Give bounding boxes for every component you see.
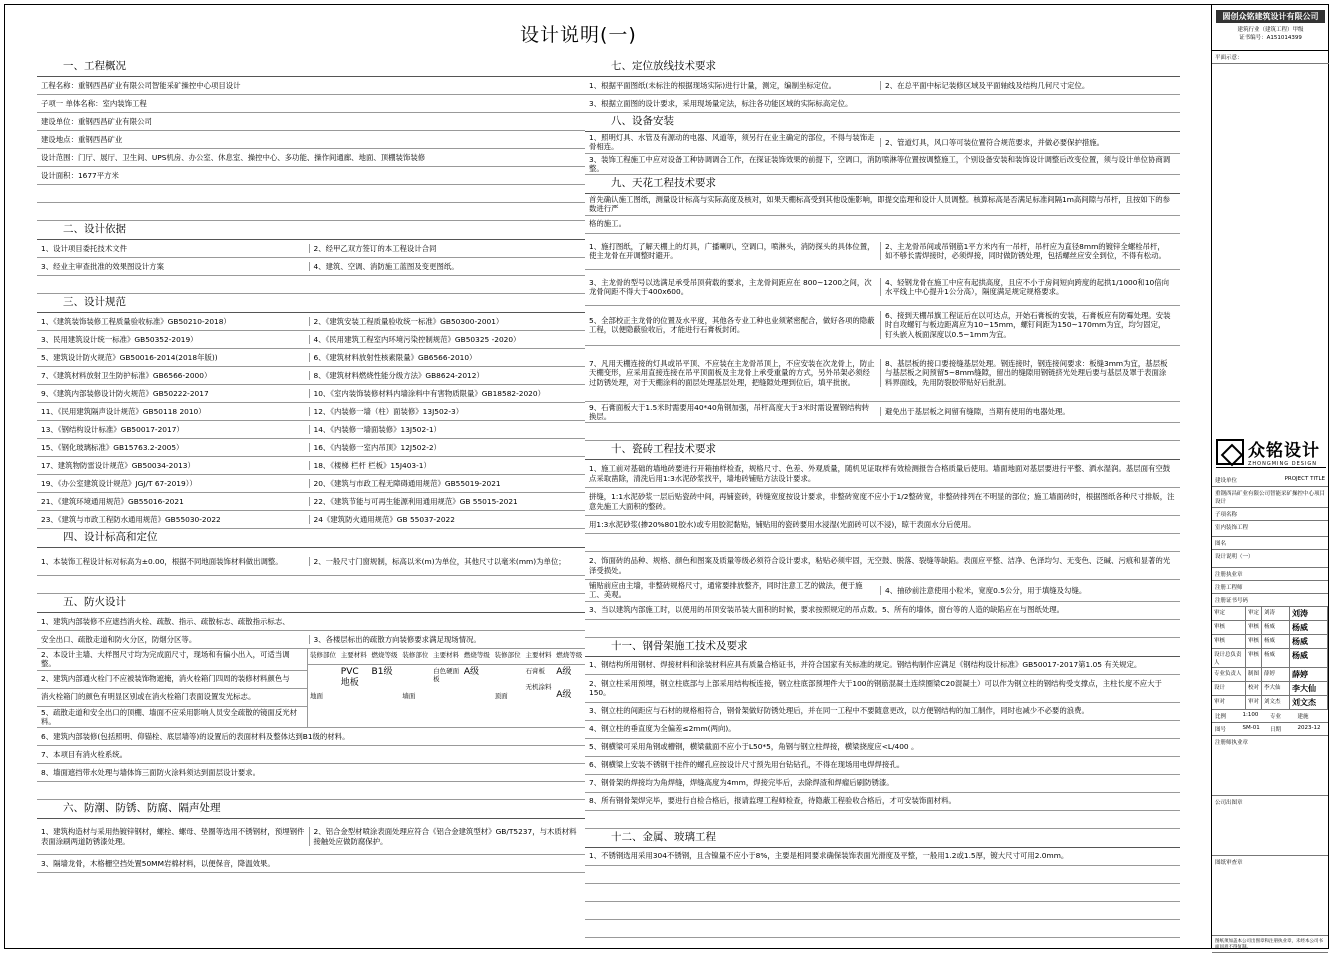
cell: 铺贴前应由主墙，非整砖规格尺寸，通常要排放整齐，同时注意工艺的做法，便于施工、美观。: [589, 581, 863, 600]
sig-name: 杨威: [1262, 621, 1290, 635]
cell: 石膏板: [525, 667, 545, 675]
cell: 22、《建筑节能与可再生能源利用通用规范》GB 55015-2021: [309, 497, 582, 506]
text-row: 3、当以建筑内部施工时，以使用的吊顶安装吊装大面积的时候，要求按照规定的吊点数。5、所有的墙体，窗台等的人造的缺陷应在与图纸处理。: [585, 602, 1180, 620]
table-header: 装修部位: [308, 649, 339, 665]
cell: 2、铝合金型材喷涂表面处理应符合《铝合金建筑型材》GB/T5237，与木质材料接触处应做防腐保护。: [309, 827, 582, 846]
signature: 杨威: [1290, 635, 1328, 649]
text-row: 建设单位：重钢西昌矿业有限公司: [37, 113, 585, 131]
blank-row: [37, 782, 585, 800]
text-row: [585, 234, 1180, 270]
section-title: 五、防火设计: [37, 594, 585, 613]
section-title: 二、设计依据: [37, 221, 585, 240]
text-row: 格的施工。: [585, 216, 1180, 234]
label: 建设单位: [1215, 478, 1238, 484]
cell: 2、管道灯具，风口等可装位置符合规范要求，并做必要保护措施。: [880, 138, 1176, 147]
stamp-row: [1212, 796, 1328, 856]
text-row: [37, 457, 585, 475]
sig-name: 刘涛: [1262, 607, 1290, 621]
text-row: [37, 331, 585, 349]
text-row: 3、隔墙龙骨，木格栅空挡处置50MM岩棉材料，以便保音，降温效果。: [37, 855, 585, 873]
cell: 5、建筑设计防火规范》GB50016-2014(2018年版)): [41, 352, 218, 362]
sig-role: 审核: [1212, 621, 1246, 635]
text-row: 子项一 单体名称：室内装饰工程: [37, 95, 585, 113]
sig-role: 设计总负责人: [1212, 649, 1246, 668]
cell: 16、《内装修一室内吊顶》12J502-2）: [309, 443, 582, 452]
cell: 9、石膏面板大于1.5米时需要用40*40角钢加强，吊杆高度大于3米时需设置钢结构转换层。: [589, 402, 870, 421]
text-row: 建设地点：重钢西昌矿业: [37, 131, 585, 149]
section-title: 十、瓷砖工程技术要求: [585, 441, 1180, 460]
section-title: 七、定位放线技术要求: [585, 58, 1180, 77]
section-title: 九、天花工程技术要求: [585, 175, 1180, 194]
drawing-no-row: [1212, 723, 1328, 736]
table-cell: 墙面: [402, 691, 416, 700]
cell: 1、本装饰工程设计标对标高为±0.00，根据不同地面装饰材料做出调整。: [41, 556, 283, 566]
cell: 19、《办公室建筑设计规范》JGJ/T 67-2019））: [41, 478, 197, 488]
section-title: 一、工程概况: [37, 58, 585, 77]
cell: 21、《建筑环境通用规范》GB55016-2021: [41, 496, 184, 506]
table-header: 装修部位: [400, 649, 431, 665]
text-row: [37, 493, 585, 511]
blank-row: [585, 902, 1180, 920]
text-row: [37, 403, 585, 421]
cell: 4、轻钢龙骨在施工中应有起拱高度，且应不小于房间短向跨度的起拱1/1000和10倍向水平线上中心提升1公分高），隔度满足规定规格要求。: [880, 278, 1176, 297]
cell: 1、照明灯具、水管及有源动的电器、风道等，须另行在业主确定的部位，不得与装饰走骨相连。: [589, 133, 875, 152]
signature-grid: [1212, 607, 1328, 710]
cell: 10、《室内装饰装修材料内墙涂料中有害物质限量》GB18582-2020）: [309, 389, 582, 398]
label: 图号: [1215, 727, 1227, 733]
cell: 18、《楼梯 栏杆 栏板》15J403-1）: [309, 461, 582, 470]
text-row: 2、饰面砖的品种、规格、颜色和图案及质量等级必须符合设计要求，粘贴必须牢固，无空鼓、脱落、裂缝等缺陷。表面应平整、洁净、色泽均匀、无变色、泛碱、污痕和显著的光泽受损处。: [585, 552, 1180, 580]
cell: 20、《建筑与市政工程无障碍通用规范》GB55019-2021: [309, 479, 582, 488]
blank-row: [585, 534, 1180, 552]
text-row: 设计范围：门厅、展厅、卫生间、UPS机房、办公室、休息室、操控中心、多功能、操作间通廊、地面、顶棚装饰装修: [37, 149, 585, 167]
fire-rating-table: [307, 649, 585, 727]
cell: 8、《建筑材料燃烧性能分级方法》GB8624-2012）: [309, 371, 582, 380]
cell: 安全出口、疏散走道和防火分区，防烟分区等。: [41, 634, 197, 644]
stamp-label: 注册师执业章: [1215, 740, 1249, 746]
drawing-name-label-row: [1212, 537, 1328, 550]
label: PROJECT TITLE: [1284, 476, 1325, 482]
sig-role: 审核: [1246, 635, 1262, 649]
text-row: 1、建筑内部装修不应遮挡消火栓、疏散、指示、疏散标志、疏散指示标志、: [37, 613, 585, 631]
text-row: 4、钢立柱的垂直度为全偏差≤2mm(两向)。: [585, 721, 1180, 739]
table-header: 装修部位: [493, 649, 524, 665]
text-row: [37, 548, 585, 576]
stamp-row: [1212, 736, 1328, 796]
left-column: [37, 58, 585, 873]
cell: 3、经业主审查批准的效果图设计方案: [41, 261, 164, 271]
scale: 1:100: [1242, 712, 1259, 718]
text-row: 2、建筑内部通火栓门不应被装饰物遮掩，消火栓箱门四周的装修材料颜色与: [37, 671, 307, 689]
client-row: [1212, 474, 1328, 487]
label: 子项名称: [1215, 512, 1238, 518]
text-row: 1、钢结构所用钢材、焊接材料和涂装材料应具有质量合格证书，并符合国家有关标准的规定。钢结构制作应满足《钢结构设计标准》GB50017-2017第1.05 有关规定。: [585, 657, 1180, 675]
table-header: 燃烧等级: [554, 649, 585, 665]
section-title: 六、防潮、防锈、防腐、隔声处理: [37, 800, 585, 819]
blank-row: [585, 423, 1180, 441]
blank-row: [585, 866, 1180, 884]
text-row: 8、所有钢骨架焊完毕，要进行自检合格后，报请监理工程师检查，待隐蔽工程验收合格后，才可安装饰面材料。: [585, 793, 1180, 811]
text-row: 5、钢横梁可采用角钢或槽钢，横梁截面不应小于L50*5，角钢与钢立柱焊接，横梁挠度应<L/400 。: [585, 739, 1180, 757]
label: 注册执业章: [1215, 572, 1243, 578]
stamp-label: 公司出图章: [1215, 800, 1243, 806]
reg-engineer-row: [1212, 581, 1328, 594]
signature: 李大仙: [1290, 682, 1328, 696]
table-cell: [554, 665, 585, 727]
sig-role: 审对: [1246, 696, 1262, 710]
sig-name: 李大仙: [1262, 682, 1290, 696]
qualification: 建筑行业（建筑工程）甲级: [1237, 27, 1304, 33]
text-row: [37, 511, 585, 529]
cell: 3、各楼层标出的疏散方向装修要求满足现场情况。: [309, 635, 582, 644]
text-row: [585, 402, 1180, 424]
sig-role: 审核: [1246, 621, 1262, 635]
blank-row: [585, 620, 1180, 638]
sig-name: 杨威: [1262, 649, 1290, 668]
cell: 3、民用建筑设计统一标准》GB50352-2019）: [41, 334, 198, 344]
text-row: 2、本设计主墙、大样图尺寸均为完成面尺寸，现场和有偏小出入，可适当调整。: [37, 649, 307, 671]
blank-row: [585, 811, 1180, 829]
cell: 2、主龙骨吊间或吊钢筋1平方米内有一吊杆，吊杆应为直径8mm的镀锌全螺栓吊杆，如不够长需焊接时，必须焊接，同时做防锈处理，包括螺丝应安全到位，不得有松动。: [880, 242, 1176, 261]
blank-row: [585, 884, 1180, 902]
text-row: [37, 313, 585, 331]
cell: 13、《钢结构设计标准》GB50017-2017）: [41, 424, 184, 434]
label: 比例: [1215, 714, 1227, 720]
stamp-row: [1212, 856, 1328, 936]
table-header: 主要材料: [431, 649, 462, 665]
signature: 杨威: [1290, 649, 1328, 668]
signature: 杨威: [1290, 621, 1328, 635]
text-row: [585, 77, 1180, 95]
label: 日期: [1270, 727, 1282, 733]
cell: 23、《建筑与市政工程防水通用规范》GB55030-2022: [41, 514, 221, 524]
cell: 7、凡用天棚连接的灯具或吊平顶、不应装在主龙骨吊顶上，不应安装在次龙骨上，防止天棚变形，应采用直接连接在吊平顶面板及主龙骨上承受重量的方式，另外吊架必须经过防锈处理，对于天棚涂料的面层处理基层处理，把缝隙处理到位后，填平批嵌。: [589, 359, 875, 387]
cell: 无机涂料: [525, 683, 552, 692]
date: 2023-12: [1297, 725, 1321, 731]
sub-item: 室内装饰工程: [1215, 525, 1249, 531]
blank-row: [37, 576, 585, 594]
text-row: 1、不锈钢选用采用304不锈钢，且含镍量不应小于8%，主要是相同要求确保装饰表面光滑度及平整，一般用1.2或1.5厚，镀大尺寸可用2.0mm。: [585, 848, 1180, 866]
sig-role: 审核: [1212, 635, 1246, 649]
drawing-no: SM-01: [1242, 725, 1260, 731]
project-name: 重钢西昌矿业有限公司智能采矿操控中心项目设计: [1215, 491, 1326, 505]
table-cell: 地面: [310, 691, 323, 700]
cell: 5、全部校正主龙骨的位置及水平度，其他各专业工种也业须紧密配合，做好各项的隐蔽工程，以便隐蔽验收后，才能进行石膏板封闭。: [589, 315, 875, 334]
cell: 2、经甲乙双方签订的本工程设计合同: [309, 244, 582, 253]
footer-note: [1212, 936, 1328, 953]
text-row: [585, 346, 1180, 402]
cell: 避免出于基层板之间留有缝隙，当期有使用的电器处理。: [880, 407, 1176, 416]
sig-role: 审定: [1212, 607, 1246, 621]
cell: 8、基层板的接口要接缝基层处理。钢连接时，钢连接间要求：板缝3mm为宜，基层板与基层板之间预留5~8mm缝隙，留出的缝隙用钢链挤光处理后要与基层及罩于表面涂料界面线，先用防裂胶带贴好后批刮。: [880, 359, 1176, 387]
cell: 4、建筑、空调、消防施工蓝图及变更图纸。: [309, 262, 582, 271]
text-row: 消火栓箱门的颜色有明显区别或在消火栓箱门表面设置发光标志。: [37, 689, 307, 707]
logo-mark-icon: [1216, 439, 1244, 465]
text-row: 8、墙面遮挡带水处理与墙体饰三面防火涂料须达到面层设计要求。: [37, 764, 585, 782]
cell: 15、《钢化玻璃标准》GB15763.2-2005）: [41, 442, 184, 452]
text-row: [585, 132, 1180, 154]
blank-row: [37, 276, 585, 294]
label: 专业: [1270, 714, 1282, 720]
text-row: [37, 421, 585, 439]
cell: 4、《民用建筑工程室内环境污染控制规范》GB50325 -2020）: [309, 335, 582, 344]
project-row: [1212, 487, 1328, 508]
cell: 2、在总平面中标记装修区域及平面轴线及结构几何尺寸定位。: [880, 81, 1176, 90]
table-cell: 顶面: [494, 691, 508, 700]
right-column: [585, 58, 1180, 938]
sub-item-row: [1212, 521, 1328, 537]
text-row: 拼缝，1:1水泥砂浆一层后贴瓷砖中间，再铺瓷砖，砖缝宽度按设计要求，非整砖宽度不应小于1/2整砖宽，非整砖排列在不明显的部位；施工墙面砖时，根据图纸各种尺寸排版，注意先施工大面积的整砖。: [585, 488, 1180, 516]
cell: 7、《建筑材料放射卫生防护标准》GB6566-2000）: [41, 370, 212, 380]
table-cell: PVC地板: [340, 667, 359, 689]
drawing-name-row: [1212, 550, 1328, 568]
cell: 2、一般尺寸门窗规制，标高以米(m)为单位，其他尺寸以毫米(mm)为单位；: [309, 557, 582, 566]
sig-role: 审核: [1246, 649, 1262, 668]
signature: 刘涛: [1290, 607, 1328, 621]
section-title: 十一、钢骨架施工技术及要求: [585, 638, 1180, 657]
cell: 1、《建筑装饰装修工程质量验收标准》GB50210-2018）: [41, 316, 231, 326]
table-cell: B1级: [371, 667, 393, 677]
logo-text: 众铭设计: [1248, 441, 1320, 461]
text-row: 1、施工前对基础的墙地砖要进行开箱抽样检查，规格尺寸、色差、外观质量，随机见证取样有效检测报告合格质量后使用。墙面地面对基层要进行平整、洒水湿润。基层面有空鼓点采取凿除，清洗后用1:3水泥砂浆找平，墙地砖铺贴方法设计要求。: [585, 460, 1180, 488]
sig-role: 制图: [1246, 668, 1262, 682]
cert-no: 证书编号：A151014399: [1239, 35, 1302, 41]
table-header: 主要材料: [523, 649, 554, 665]
label: 平面示意：: [1215, 55, 1243, 61]
sig-role: 审定: [1246, 607, 1262, 621]
discipline: 建施: [1297, 714, 1309, 720]
title-block: [1211, 4, 1329, 949]
label: 图名: [1215, 541, 1227, 547]
sig-name: 薛婷: [1262, 668, 1290, 682]
plan-label: [1212, 51, 1329, 64]
cell: 17、建筑物防雷设计规范》GB50034-2013）: [41, 460, 195, 470]
cell: A级: [556, 689, 572, 700]
text-row: [37, 349, 585, 367]
text-row: [585, 270, 1180, 306]
text-row: [37, 367, 585, 385]
cell: 4、抽砂前注意使用小粒米，宽度0.5公分，用于填缝及勾缝。: [880, 586, 1176, 595]
stamp-label: 图纸审查章: [1215, 860, 1243, 866]
text-row: [37, 385, 585, 403]
text-row: [37, 240, 585, 258]
section-title: 三、设计规范: [37, 294, 585, 313]
text-row: [37, 819, 585, 855]
reg-no-row: [1212, 594, 1328, 607]
cell: 12、《内装修一墙（柱）面装修》13J502-3）: [309, 407, 582, 416]
text-row: 7、本项目有消火栓系统。: [37, 746, 585, 764]
blank-row: [585, 920, 1180, 938]
table-header: 燃烧等级: [462, 649, 493, 665]
sig-role: 审对: [1212, 696, 1246, 710]
cell: 1、设计项目委托技术文件: [41, 243, 128, 253]
cell: 1、根据平面图纸(未标注的根据现场实际)进行计量，测定，编制坐标定位。: [589, 80, 836, 90]
text-row: 首先确认施工图纸，测量设计标高与实际高度及核对，如果天棚标高受到其他设施影响，即提交监理和设计人员调整。核算标高是否满足标准间隔1m高间隙与吊杆，且按如下的参数进行严: [585, 194, 1180, 216]
scale-row: [1212, 710, 1328, 723]
cell: 11、《民用建筑隔声设计规范》GB50118 2010）: [41, 406, 206, 416]
section-title: 八、设备安装: [585, 113, 1180, 132]
note: 图纸须加盖本公司出图章和注册执业章，未经本公司书面同意不得复制。: [1215, 939, 1323, 950]
text-row: 7、钢骨架的焊接均为角焊缝，焊缝高度为4mm，焊接完毕后，去除焊渣和焊瘤后刷防锈漆。: [585, 775, 1180, 793]
company-header: [1212, 4, 1329, 51]
section-title: 十二、金属、玻璃工程: [585, 829, 1180, 848]
text-row: 2、钢立柱采用预埋，钢立柱底部与上部采用结构板连接，钢立柱底部预埋件大于100的钢筋混凝土连续圈梁C20混凝土）可以作为钢立柱的钢结构受支撑点，主柱长度不应大于150。: [585, 675, 1180, 703]
text-row: 5、疏散走道和安全出口的顶棚、墙面不应采用影响人员安全疏散的镜面反光材料。: [41, 707, 297, 726]
logo-sub: ZHONGMING DESIGN: [1248, 461, 1318, 467]
table-cell: 白色硬面板: [433, 667, 460, 684]
cell: 9、《建筑内部装修设计防火规范》GB50222-2017: [41, 388, 209, 398]
label: 注册证书号码: [1215, 598, 1249, 604]
drawing-name: 设计说明（一）: [1215, 554, 1254, 560]
text-row: [37, 439, 585, 457]
company-logo: [1216, 436, 1326, 468]
text-row: 6、建筑内部装修(包括照明、仰锚栓、底层墙等)的设置后的表面材料及整体达到B1级的材料。: [37, 728, 585, 746]
sig-name: 杨威: [1262, 635, 1290, 649]
title-block-fields: [1212, 474, 1328, 953]
table-header: 燃烧等级: [370, 649, 401, 665]
text-row: 设计面积：1677平方米: [37, 167, 585, 185]
label: 注册工程师: [1215, 585, 1243, 591]
sig-role: 设计: [1212, 682, 1246, 696]
table-cell: A级: [463, 667, 480, 677]
cell: 3、主龙骨的型号以选满足承受吊顶荷载的要求，主龙骨间距应在 800~1200之间，次龙骨间距不得大于400x600。: [589, 277, 872, 296]
signature: 刘文杰: [1290, 696, 1328, 710]
cell: 24《建筑防火通用规范》GB 55037-2022: [309, 515, 582, 524]
cell: 2、《建筑安装工程质量验收统一标准》GB50300-2001）: [309, 317, 582, 326]
cell: A级: [556, 667, 572, 677]
sub-item-label-row: [1212, 508, 1328, 521]
text-row: [585, 580, 1180, 602]
cell: 1、施打图纸，了解天棚上的灯具，广播喇叭，空调口，喷淋头，消防探头的具体位置，使主龙骨在开调整时避开。: [589, 241, 875, 260]
text-row: [37, 258, 585, 276]
text-row: 3、钢立柱的间距应与石材的规格相符合，钢骨架做好防锈处理后，并在同一工程中不要随意更改，以方便钢结构的加工制作，同时也减少不必要的浪费。: [585, 703, 1180, 721]
text-row: [37, 475, 585, 493]
signature: 薛婷: [1290, 668, 1328, 682]
blank-row: [37, 185, 585, 203]
blank-row: [37, 203, 585, 221]
cell: 6、《建筑材料放射性核素限量》GB6566-2010）: [309, 353, 582, 362]
table-header: 主要材料: [339, 649, 370, 665]
text-row: 工程名称：重钢西昌矿业有限公司智能采矿操控中心项目设计: [37, 77, 585, 95]
cell: 6、接到天棚吊旗工程证后在以可达点，开始石膏板的安装，石膏板应有防霉处理。安装时自攻螺钉与板边距离应为10~15mm，螺钉间距为150~170mm为宜，均匀固定，钉头嵌入板面深度以0.5~1mm为宜。: [880, 311, 1176, 339]
text-row: [585, 306, 1180, 346]
reg-stamp-row: [1212, 568, 1328, 581]
sig-role: 专业负责人: [1212, 668, 1246, 682]
text-row: 6、钢横梁上安装不锈钢干挂件的螺孔应按设计尺寸预先用台钻钻孔，不得在现场用电焊焊接孔。: [585, 757, 1180, 775]
text-row: 3、根据立面图的设计要求，采用现场量定法，标注各功能区域的实际标高定位。: [585, 95, 1180, 113]
text-row: 用1:3水泥砂浆(掺20%801胶水)或专用胶泥黏贴，铺贴用的瓷砖要用水浸湿(光面砖可以不浸)，晾干表面水分后使用。: [585, 516, 1180, 534]
sig-name: 刘文杰: [1262, 696, 1290, 710]
section-title: 四、设计标高和定位: [37, 529, 585, 548]
text-row: [37, 631, 585, 649]
text-row: 3、装饰工程施工中应对设备工种协调调合工作，在探证装饰效果的前提下，空调口，消防喷淋等位置按调整施工，个别设备安装和装饰设计调整后改变位置，须与设计单位协商调整。: [585, 154, 1180, 176]
page-title: 设计说明(一): [520, 24, 637, 46]
table-cell: [523, 665, 554, 727]
fire-block: [37, 649, 585, 728]
fire-notes: [37, 649, 307, 727]
company-name: 圆创众铭建筑设计有限公司: [1216, 10, 1325, 23]
logo-wordmark: [1248, 436, 1320, 467]
cell: 14、《内装修一墙面装修》13J502-1）: [309, 425, 582, 434]
sig-role: 校对: [1246, 682, 1262, 696]
cell: 1、建筑构造材与采用热镀锌钢材，螺栓、螺母、垫圈等选用不锈钢材，预埋钢件表面涂刷两道防锈漆处理。: [41, 827, 305, 846]
